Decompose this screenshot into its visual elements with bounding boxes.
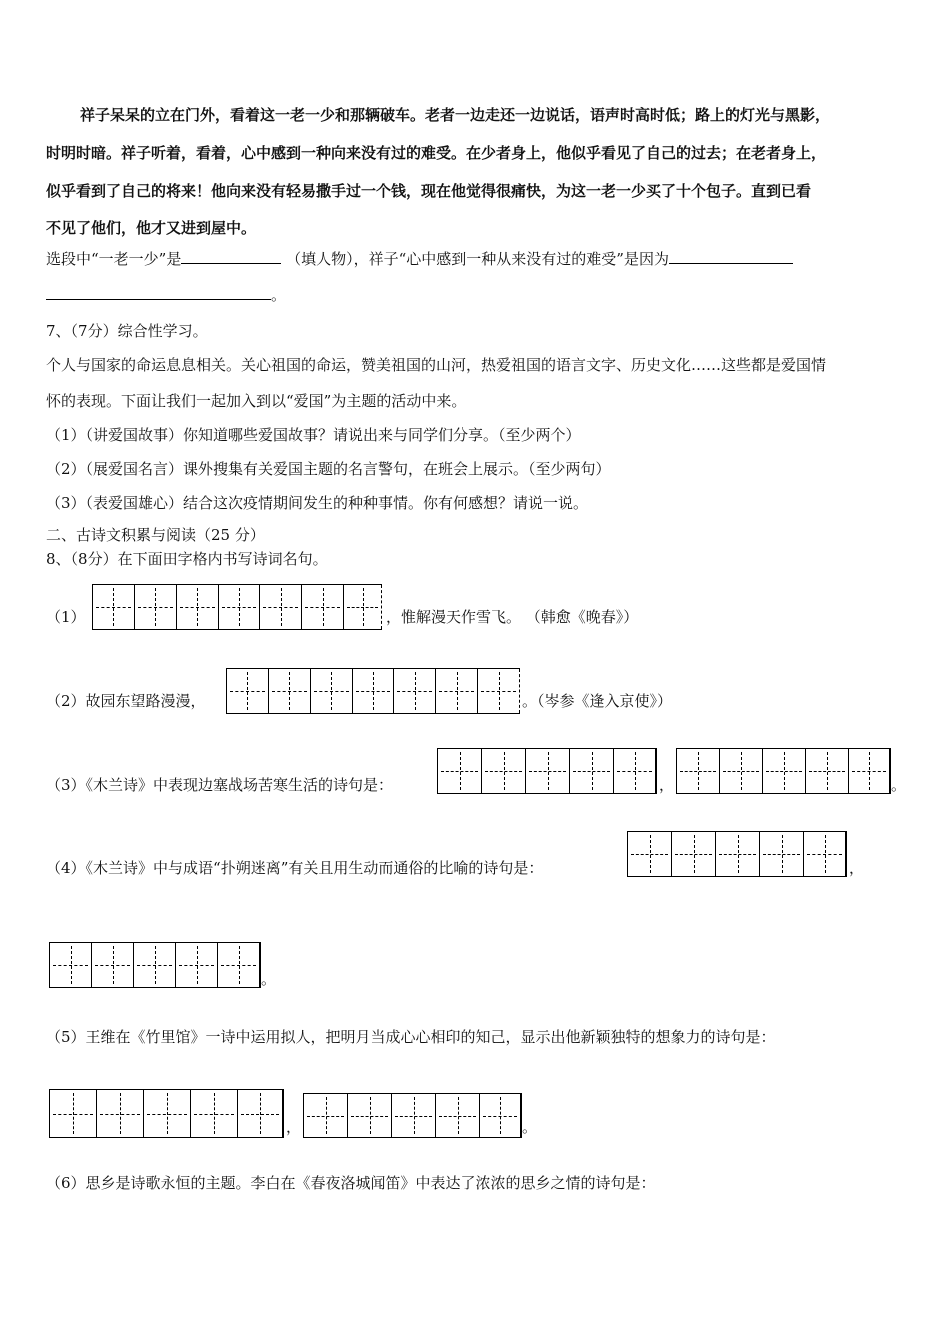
grid-cell[interactable] bbox=[348, 1094, 392, 1137]
grid-cell[interactable] bbox=[806, 749, 849, 793]
grid-cell[interactable] bbox=[394, 669, 436, 713]
q6-prompt-part1: 选段中“一老一少”是 bbox=[46, 250, 182, 268]
q6-blank-reason-cont[interactable] bbox=[46, 285, 271, 300]
grid-cell[interactable] bbox=[50, 1090, 97, 1137]
grid-cell[interactable] bbox=[763, 749, 806, 793]
grid-cell[interactable] bbox=[219, 585, 261, 629]
grid-cell[interactable] bbox=[720, 749, 763, 793]
grid-cell[interactable] bbox=[311, 669, 353, 713]
q8-item3-grid-b[interactable] bbox=[676, 748, 891, 794]
q8-item5-end: 。 bbox=[522, 1118, 538, 1136]
grid-cell[interactable] bbox=[436, 669, 478, 713]
grid-cell[interactable] bbox=[177, 585, 219, 629]
q8-item4-label: （4）《木兰诗》中与成语“扑朔迷离”有关且用生动而通俗的比喻的诗句是： bbox=[46, 859, 544, 877]
grid-cell[interactable] bbox=[436, 1094, 480, 1137]
grid-cell[interactable] bbox=[482, 749, 526, 793]
q8-item5-label: （5）王维在《竹里馆》一诗中运用拟人，把明月当成心心相印的知己，显示出他新颖独特的想象力的诗句是： bbox=[46, 1028, 776, 1046]
grid-cell[interactable] bbox=[238, 1090, 283, 1137]
grid-cell[interactable] bbox=[97, 1090, 144, 1137]
grid-cell[interactable] bbox=[50, 943, 92, 987]
section-2-heading: 二、古诗文积累与阅读（25 分） bbox=[46, 526, 265, 544]
grid-cell[interactable] bbox=[191, 1090, 238, 1137]
q8-item5-sep: ， bbox=[286, 1118, 302, 1136]
grid-cell[interactable] bbox=[134, 943, 176, 987]
grid-cell[interactable] bbox=[227, 669, 269, 713]
q8-item2-grid[interactable] bbox=[226, 668, 520, 714]
grid-cell[interactable] bbox=[176, 943, 218, 987]
grid-cell[interactable] bbox=[526, 749, 570, 793]
grid-cell[interactable] bbox=[438, 749, 482, 793]
q7-intro-line-1: 个人与国家的命运息息相关。关心祖国的命运，赞美祖国的山河，热爱祖国的语言文字、历史文化……这些都是爱国情 bbox=[46, 356, 827, 374]
q6-prompt-part2: （填人物），祥子“心中感到一种从来没有过的难受”是因为 bbox=[286, 250, 669, 268]
grid-cell[interactable] bbox=[302, 585, 344, 629]
grid-cell[interactable] bbox=[677, 749, 720, 793]
q8-item6-label: （6）思乡是诗歌永恒的主题。李白在《春夜洛城闻笛》中表达了浓浓的思乡之情的诗句是： bbox=[46, 1174, 656, 1192]
q8-item1-after: ，惟解漫天作雪飞。 （韩愈《晚春》） bbox=[386, 608, 639, 626]
grid-cell[interactable] bbox=[144, 1090, 191, 1137]
grid-cell[interactable] bbox=[716, 832, 760, 876]
q7-title: 7、（7分）综合性学习。 bbox=[46, 322, 208, 340]
q8-item3-sep: ， bbox=[659, 776, 675, 794]
q8-item1-grid[interactable] bbox=[92, 584, 382, 630]
grid-cell[interactable] bbox=[135, 585, 177, 629]
q7-intro-line-2: 怀的表现。下面让我们一起加入到以“爱国”为主题的活动中来。 bbox=[46, 392, 467, 410]
passage-line-2: 时明时暗。祥子听着，看着，心中感到一种向来没有过的难受。在少者身上，他似乎看见了自己的过去；在老者身上， bbox=[46, 144, 827, 162]
q8-item5-grid-a[interactable] bbox=[49, 1089, 284, 1138]
grid-cell[interactable] bbox=[849, 749, 890, 793]
grid-cell[interactable] bbox=[304, 1094, 348, 1137]
q6-blank-person[interactable] bbox=[181, 249, 281, 264]
q6-prompt bbox=[46, 248, 793, 269]
grid-cell[interactable] bbox=[260, 585, 302, 629]
grid-cell[interactable] bbox=[218, 943, 260, 987]
grid-cell[interactable] bbox=[760, 832, 804, 876]
q8-item3-label: （3）《木兰诗》中表现边塞战场苦寒生活的诗句是： bbox=[46, 776, 394, 794]
grid-cell[interactable] bbox=[804, 832, 846, 876]
q7-sub-1: （1）（讲爱国故事）你知道哪些爱国故事？请说出来与同学们分享。（至少两个） bbox=[46, 426, 581, 444]
q8-item4-grid-b[interactable] bbox=[49, 942, 261, 988]
passage-line-4: 不见了他们，他才又进到屋中。 bbox=[46, 219, 257, 237]
grid-cell[interactable] bbox=[92, 943, 134, 987]
q6-second-line bbox=[46, 284, 286, 305]
q8-item4-end: 。 bbox=[261, 970, 277, 988]
q8-title: 8、（8分）在下面田字格内书写诗词名句。 bbox=[46, 550, 328, 568]
grid-cell[interactable] bbox=[614, 749, 656, 793]
q8-item4-sep: ， bbox=[849, 859, 865, 877]
grid-cell[interactable] bbox=[570, 749, 614, 793]
q8-item5-grid-b[interactable] bbox=[303, 1093, 522, 1138]
q8-item2-after: 。（岑参《逢入京使》） bbox=[522, 692, 673, 710]
q8-item4-grid-a[interactable] bbox=[627, 831, 847, 877]
passage-line-3: 似乎看到了自己的将来！他向来没有轻易撒手过一个钱，现在他觉得很痛快，为这一老一少买了十个包子。直到已看 bbox=[46, 182, 812, 200]
q8-item3-end: 。 bbox=[891, 776, 907, 794]
passage-line-1: 祥子呆呆的立在门外，看着这一老一少和那辆破车。老者一边走还一边说话，语声时高时低；路上的灯光与黑影， bbox=[80, 106, 831, 124]
grid-cell[interactable] bbox=[672, 832, 716, 876]
q8-item1-label: （1） bbox=[46, 608, 86, 626]
q8-item2-label: （2）故园东望路漫漫， bbox=[46, 692, 206, 710]
grid-cell[interactable] bbox=[392, 1094, 436, 1137]
grid-cell[interactable] bbox=[269, 669, 311, 713]
grid-cell[interactable] bbox=[480, 1094, 521, 1137]
q7-sub-2: （2）（展爱国名言）课外搜集有关爱国主题的名言警句，在班会上展示。（至少两句） bbox=[46, 460, 611, 478]
grid-cell[interactable] bbox=[353, 669, 395, 713]
grid-cell[interactable] bbox=[478, 669, 520, 713]
grid-cell[interactable] bbox=[93, 585, 135, 629]
grid-cell[interactable] bbox=[344, 585, 382, 629]
q7-sub-3: （3）（表爱国雄心）结合这次疫情期间发生的种种事情。你有何感想？请说一说。 bbox=[46, 494, 589, 512]
q6-blank-reason[interactable] bbox=[669, 249, 793, 264]
q8-item3-grid-a[interactable] bbox=[437, 748, 657, 794]
grid-cell[interactable] bbox=[628, 832, 672, 876]
q6-end: 。 bbox=[271, 286, 287, 304]
